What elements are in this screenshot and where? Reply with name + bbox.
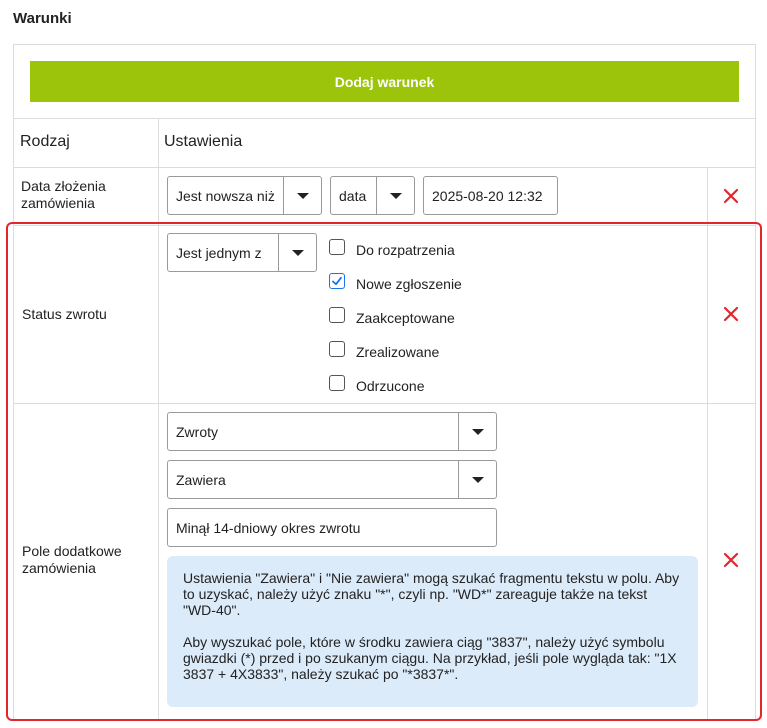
extra-value-input[interactable]: Minął 14-dniowy okres zwrotu <box>167 508 497 547</box>
date-unit-value: data <box>339 187 367 204</box>
dropdown-toggle[interactable] <box>278 234 316 271</box>
caret-down-icon <box>297 193 309 199</box>
table-divider <box>14 225 755 226</box>
status-option[interactable] <box>329 376 424 396</box>
section-title: Warunki <box>13 10 72 27</box>
status-option-label: Do rozpatrzenia <box>356 242 455 258</box>
info-paragraph: Aby wyszukać pole, które w środku zawiera ciąg "3837", należy użyć symbolu gwiazdki (*) przed i po szukanym ciągu. Na przykład, jeśli pole wygląda tak: "1X 3837 + 4X3833", należy szukać po "*3837*". <box>183 634 677 682</box>
info-box <box>167 556 698 707</box>
date-operator-value: Jest nowsza niż <box>176 187 275 204</box>
extra-operator-select[interactable] <box>167 460 497 499</box>
checkbox[interactable] <box>329 341 345 357</box>
status-operator-value: Jest jednym z <box>176 244 262 261</box>
status-option-label: Zrealizowane <box>356 344 440 360</box>
extra-field-select[interactable] <box>167 412 497 451</box>
caret-down-icon <box>390 193 402 199</box>
caret-down-icon <box>472 477 484 483</box>
table-divider <box>707 167 708 719</box>
caret-down-icon <box>472 429 484 435</box>
caret-down-icon <box>292 250 304 256</box>
delete-condition-icon[interactable] <box>722 187 740 205</box>
checkbox-checked[interactable] <box>329 273 345 289</box>
extra-operator-value: Zawiera <box>176 471 226 488</box>
info-paragraph: Ustawienia "Zawiera" i "Nie zawiera" mogą szukać fragmentu tekstu w polu. Aby to uzyskać, należy użyć znaku "*", czyli np. "WD*" zareaguje także na tekst "WD-40". <box>183 570 680 618</box>
status-option-label: Zaakceptowane <box>356 310 455 326</box>
status-option[interactable] <box>329 342 439 362</box>
dropdown-toggle[interactable] <box>458 413 496 450</box>
column-header-type: Rodzaj <box>20 133 70 150</box>
status-option-label: Nowe zgłoszenie <box>356 276 462 292</box>
date-operator-select[interactable] <box>167 176 322 215</box>
checkbox[interactable] <box>329 307 345 323</box>
row-label-return-status: Status zwrotu <box>22 306 107 322</box>
status-option[interactable] <box>329 240 455 260</box>
delete-condition-icon[interactable] <box>722 305 740 323</box>
status-option-label: Odrzucone <box>356 378 425 394</box>
row-label-order-extra-field: Pole dodatkowe zamówienia <box>22 543 122 576</box>
status-operator-select[interactable] <box>167 233 317 272</box>
add-condition-button[interactable]: Dodaj warunek <box>30 61 739 102</box>
status-option[interactable] <box>329 274 462 294</box>
table-divider <box>158 118 159 719</box>
date-unit-select[interactable] <box>330 176 415 215</box>
status-option[interactable] <box>329 308 455 328</box>
dropdown-toggle[interactable] <box>283 177 321 214</box>
extra-field-value: Zwroty <box>176 423 218 440</box>
row-label-order-date: Data złożenia zamówienia <box>21 178 106 211</box>
dropdown-toggle[interactable] <box>376 177 414 214</box>
date-value-input[interactable]: 2025-08-20 12:32 <box>423 176 558 215</box>
checkmark-icon <box>331 275 343 287</box>
checkbox[interactable] <box>329 375 345 391</box>
table-divider <box>14 167 755 168</box>
table-divider <box>14 403 755 404</box>
delete-condition-icon[interactable] <box>722 551 740 569</box>
column-header-settings: Ustawienia <box>164 133 243 150</box>
table-divider <box>14 118 755 119</box>
dropdown-toggle[interactable] <box>458 461 496 498</box>
checkbox[interactable] <box>329 239 345 255</box>
